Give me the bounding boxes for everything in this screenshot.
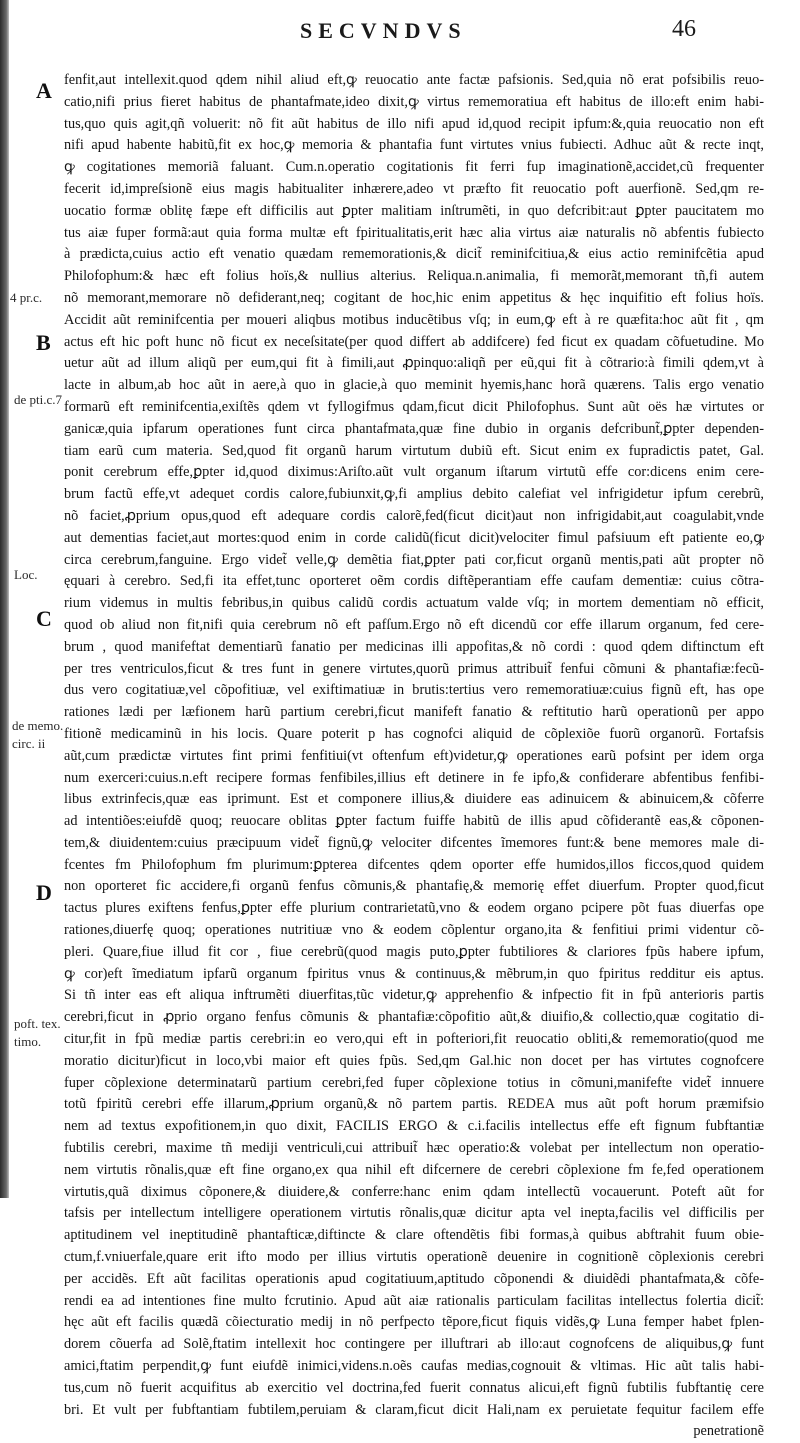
text-line: non oporteret fic accidere,fi organũ fenfus cõmunis,& phantafię,& memorię effet diuerfum. Propter quod,ficut: [64, 878, 764, 895]
page-edge-shadow: [0, 0, 9, 1198]
text-line: tactus plures exiftens fenfus,ꝑpter effe plurium contrarietatũ,vno & eodem organo pcipere põt fuas diuerfas ope: [64, 900, 764, 917]
text-line: dus vero cogitatiuæ,vel cõpofitiuæ, vel exiftimatiuæ in brutis:tertius vero rememoratiuæ:cuius fignũ eft, has ope: [64, 682, 764, 699]
text-line: pleri. Quare,fiue illud fit cor , fiue cerebrũ(quod magis puto,ꝑpter fubtiliores & clariores fpũs habere ipfum,: [64, 943, 764, 960]
text-line: circa cerebrum,fanguine. Ergo videt̃ velle,ꝙ demẽtia fiat,ꝑpter pati cor,ficut organũ mentis,pati aũt propter nõ: [64, 551, 764, 568]
text-line: uocatio formæ oblitę fæpe eft difficilis aut ꝑpter malitiam inſtrumẽti, in quo defcribit:aut ꝑpter paucitatem mo: [64, 202, 764, 219]
text-line: actus eft hic poft hunc nõ ficut ex neceſsitate(per quod differt ab addifcere) fed ficut ex quadam cõfuetudine. Mo: [64, 333, 764, 350]
text-line: nõ memorant,memorare nõ defiderant,neq; cogitant de hoc,hic enim appetitus & hęc inquifitio eft folius hoïs.: [64, 289, 764, 306]
text-line: tafsis per intellectum intelligere operationem virtutis rõnalis,quæ dicitur apta vel inepta,facilis vel difficilis per: [64, 1205, 764, 1222]
text-line: fecerit id,impreſsionẽ eius magis habitualiter inhærere,adeo vt præfto fit reuocatio poft auerfionẽ. Sed,qm re-: [64, 180, 764, 197]
text-line: per accidẽs. Eft aũt facilitas operationis apud cogitatiuum,aptitudo cõponendi & diuidẽdi phantafmata,& cõfe-: [64, 1270, 764, 1287]
text-line: num exerceri:cuius.n.eft recipere formas fenfibiles,illius eft detinere in fe ipfo,& confiderare abfentibus fenfibi-: [64, 769, 764, 786]
text-line: brum , quod manifeftat dementiarũ fanatio per medicinas illi appofitas,& nõ cordi : quod qdem diftinctum eft: [64, 638, 764, 655]
section-letter-a: A: [36, 78, 52, 103]
text-line: per tres ventriculos,ficut & tres funt in genere virtutes,quorũ primus attribuit̃ fenfui cõmuni & phantafiæ:fecũ-: [64, 660, 764, 677]
margin-note: de pti.c.7: [14, 392, 63, 407]
text-line: lacte in album,ab hoc aũt in aere,à quo in glacie,à quo meminit hyemis,hanc horã quærens. Talis ergo venatio: [64, 377, 764, 394]
text-line: rationes,diuerfę quoq; operationes nutritiuæ vno & eodem cõplentur organo,ita & fenfitiui primi videntur cõ-: [64, 922, 764, 939]
text-line: à prædicta,cuius actio eft venatio quædam rememorationis,& dicit̃ reminifcitiua,& eius actio reminifcẽtia apud: [64, 246, 764, 263]
text-line: fitionẽ medicaminũ in his locis. Quare poterit p has cognofci aliquid de cõplexiõe fuorũ organorũ. Fortafsis: [64, 725, 764, 742]
running-head: SECVNDVS: [300, 18, 467, 43]
text-line: tiam earũ cum materia. Sed,quod fit organũ harum virtutum dubiũ eft. Sicut enim ex fupradictis patet, Gal.: [64, 442, 764, 459]
text-line: fuper cõplexione determinatarũ partium cerebri,fed fuper cõplexione totius in cõmuni,manifefte videt̃ innuere: [64, 1074, 764, 1091]
text-line: nõ faciet,ꝓprium opus,quod eft adequare cordis calorẽ,fed(ficut dicit)aut non infrigidabit,aut coagulabit,vnde: [64, 507, 764, 524]
text-line: aptitudinem vel ineptitudinẽ phantafticæ,diftincte & clare oftendẽtis fibi formas,à quibus abftrahit fuum obie-: [64, 1227, 764, 1244]
margin-note: circ. ii: [12, 736, 46, 751]
text-line: tus,quo quis agit,qñ voluerit: nõ fit aũt habitus de illo nifi apud id,quod recipit ipfum:&,quia reuocatio non eft: [64, 115, 764, 132]
text-line: Accidit aũt reminifcentia per moueri aliqbus motibus inducẽtibus vſq; in eum,ꝙ eft à re quæfita:hoc aũt fit , qm: [64, 311, 764, 328]
text-line: Si tñ inter eas eft aliqua inftrumẽti diuerfitas,tũc videtur,ꝙ apprehenfio & infpectio fit in fpũ anterioris partis: [64, 987, 764, 1004]
text-line: aũt,cum prædictæ virtutes fint primi fenfitiui(vt oftenfum eft)videtur,ꝙ operationes earũ pofsint per idem orga: [64, 747, 764, 764]
text-line: nifi apud habente habitũ,fit ex hoc,ꝙ memoria & phantafia funt virtutes vnius fubiecti. Adhuc aũt & recte inqt,: [64, 137, 764, 154]
text-line: moratio dicitur)ficut in loco,vbi maior eft quies fpũs. Sed,qm Gal.hic non docet per has virtutes cognofcere: [64, 1052, 764, 1069]
text-line: aut dementias faciet,aut mortes:quod enim in corde calidũ(ficut dicit)velociter fimul pafsiuum eft patiente eo,ꝙ: [64, 529, 764, 546]
text-line: dorem cõuerfa ad Solẽ,ftatim intellexit hoc contingere per illuftrari ab illo:aut cognofcens de aliquibus,ꝙ funt: [64, 1336, 764, 1353]
page-number: 46: [672, 16, 696, 42]
text-line: tus aiæ fuper formã:aut quia forma multæ eft fpiritualitatis,erit hæc alia virtus aiæ naturalis nõ abfentis fubiecto: [64, 224, 764, 241]
margin-note: timo.: [14, 1034, 42, 1049]
text-line: catio,nifi prius fieret habitus de phantafmate,ideo dixit,ꝙ virtus rememoratiua eft habitus de illo:eft enim habi-: [64, 93, 764, 110]
text-line: fcentes fm Philofophum fm plurimum:ꝑpterea difcentes qdem oporter effe humidos,illos ficcos,quod quidem: [64, 856, 764, 873]
text-line: ganicæ,quia ipfarum operationes funt circa phantafmata,quæ fine dubio in organis defcribunt̃,ꝑpter dependen-: [64, 420, 764, 437]
text-line: nem virtutis rõnalis,quæ eft fine organo,ex qua nihil eft difcernere de cerebri cõplexione fm fe,fed operationem: [64, 1161, 764, 1178]
text-line: ad intentiões:eiufdẽ quoq; reuocare oblitas ꝑpter factum fuiffe habitũ de illis apud cõfiderantẽ eas,& cõponen-: [64, 813, 764, 830]
text-line: totũ fpiritũ cerebri effe illarum,ꝓprium organũ,& nõ partem partis. REDEA mus aũt poft horum præmifsio: [64, 1096, 764, 1113]
margin-note: de memo.: [12, 718, 64, 733]
section-letter-d: D: [36, 880, 52, 905]
text-line: uetur aũt ad illum aliqũ per eum,qui fit à fimili,aut ꝓpinquo:aliqñ per eũ,qui fit à cõtrario:à fimili qdem,vt à: [64, 355, 764, 372]
text-line: Philofophum:& hæc eft folius hoïs,& nullius alterius. Reliqua.n.animalia, fi memorãt,memorant tñ,fi autem: [64, 268, 764, 285]
text-line: brum factũ effe,vt adequet cordis calore,fubiunxit,ꝙ,fi amplius debito calefiat vel infrigidetur ipfum cerebrũ,: [64, 486, 764, 503]
text-line: fubtilis cerebri, maxime tñ mediji ventriculi,cui attribuit̃ hæc operatio:& volebat per intellectum non operatio-: [64, 1140, 764, 1157]
text-line: rium videmus in multis febribus,in quibus calidũ cordis actuatum valde vſq; in mortem dementiam nõ efficit,: [64, 595, 764, 612]
text-line: ponit cerebrum effe,ꝑpter id,quod diximus:Ariſto.aũt vult organum iſtarum virtutũ effe cor:dicens enim cere-: [64, 464, 764, 481]
margin-note: Loc.: [14, 567, 38, 582]
section-letter-c: C: [36, 606, 52, 631]
text-line: quod ob aliud non fit,nifi quia cerebrum nõ eft pafſum.Ergo nõ eft dicendũ cor effe illarum organum, fed cere-: [64, 616, 764, 633]
text-line: ctum,f.vniuerfale,quare erit ifto modo per illius virtutis operationẽ deuenire in cognitionẽ cõplexionis cerebri: [64, 1249, 764, 1266]
text-line: citur,fit in fpũ mediæ partis cerebri:in eo vero,qui eft in pofteriori,fit reuocatio obliti,& rememoratio(quod me: [64, 1031, 764, 1048]
text-line: libus extrinfecis,quæ eas iprimunt. Est et componere illius,& diuidere eas adinuicem & abinuicem,& cõferre: [64, 791, 764, 808]
text-line: rendi ea ad intentiones fine multo fcrutinio. Apud aũt aiæ rationalis particulam facilitas intellectus folertia dicit̃:: [64, 1292, 764, 1309]
text-line: rationes lædi per læfionem harũ partium cerebri,ficut manifeft fanatio & reftitutio harũ operationũ per appo: [64, 704, 764, 721]
catchword: penetrationẽ: [693, 1423, 764, 1440]
text-line: amici,ftatim perpendit,ꝙ funt eiufdẽ inimici,videns.n.oẽs caufas medias,cognouit & vltimas. Hic aũt talis habi-: [64, 1358, 764, 1375]
text-line: tus,cum nõ fuerit acquifitus ab exercitio vel doctrina,fed fuerit connatus alicui,eft fignũ fubtilis fubftantię cere: [64, 1379, 764, 1396]
text-line: cerebri,ficut in ꝓprio organo fenfus cõmunis & phantafiæ:cõpofitio aũt,& diuifio,& collectio,quæ cogitatio di-: [64, 1009, 764, 1026]
text-line: bri. Et vult per fubftantiam fubtilem,peruiam & claram,ficut dicit Hali,nam ex peruietate fequitur facilem effe: [64, 1401, 764, 1418]
text-line: ꝙ cor)eft ĩmediatum ipfarũ organum fpiritus vnus & continuus,& mẽbrum,in quo fpiritus redditur eis aptus.: [64, 965, 764, 982]
main-text-column: [64, 70, 764, 1443]
text-line: hęc aũt eft facilis quædã cõiecturatio medij in nõ perfpecto tẽpore,ficut fiquis vidẽs,ꝙ Luna femper habet fplen-: [64, 1314, 764, 1331]
text-line: ꝙ cogitationes memoriã faluant. Cum.n.operatio cogitationis fit ferri fup imaginationẽ,accidet,cũ frequenter: [64, 159, 764, 176]
text-line: ęquari à cerebro. Sed,fi ita effet,tunc oporteret oẽm cordis diftẽperantiam effe caufam dementiæ: cuius cõtra-: [64, 573, 764, 590]
margin-note: poft. tex.: [14, 1016, 61, 1031]
margin-note: 4 pr.c.: [10, 290, 43, 305]
text-line: fenfit,aut intellexit.quod qdem nihil aliud eft,ꝙ reuocatio ante factæ pafsionis. Sed,quia nõ erat pofsibilis reuo-: [64, 72, 764, 88]
text-line: tem,& diuidentem:cuius præcipuum videt̃ fignũ,ꝙ velociter difcentes ĩmemores funt:& bene memores male di-: [64, 834, 764, 851]
text-line: virtutis,quã diximus cõponere,& diuidere,& conferre:hanc enim qdam intellectũ vocauerunt. Poteft aũt for: [64, 1183, 764, 1200]
section-letter-b: B: [36, 330, 51, 355]
text-line: formarũ eft reminifcentia,exiſtẽs qdem vt fyllogifmus qdam,ficut dicit Philofophus. Sunt aũt oës hæ virtutes or: [64, 398, 764, 415]
text-line: nem ad textus expofitionem,in quo dixit, FACILIS ERGO & c.i.facilis intellectus effe eft fignum fubftantiæ: [64, 1118, 764, 1135]
page-header: [0, 10, 800, 52]
